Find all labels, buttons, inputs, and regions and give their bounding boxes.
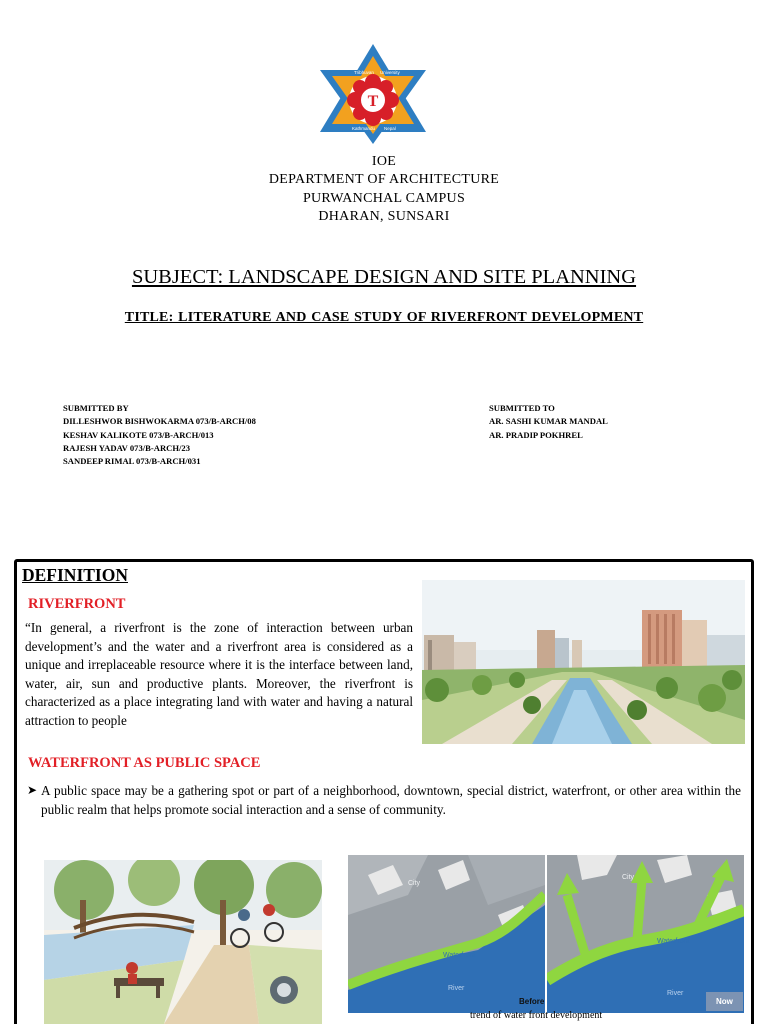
subject-heading: SUBJECT: LANDSCAPE DESIGN AND SITE PLANNING [131, 266, 637, 288]
institution-ioe: IOE [371, 154, 397, 169]
svg-text:City: City [622, 874, 635, 881]
riverfront-heading: RIVERFRONT [28, 596, 126, 612]
svg-text:River: River [448, 985, 465, 992]
public-space-bullet [27, 781, 741, 819]
supervisor-name: AR. PRADIP POKHREL [489, 429, 583, 440]
svg-text:Nepal: Nepal [384, 126, 396, 131]
arrow-bullet-icon: ➤ [27, 783, 38, 797]
svg-text:T: T [367, 93, 379, 110]
riverfront-definition-text: “In general, a riverfront is the zone of interaction between urban development’s and the water and a riverfront area is considered as a unique and irreplaceable resource where it is the interface between land, water, air, sun and productive plants. Moreover, the riverfront is characterized as a place integrating land with water and having a natural attraction to people [25, 620, 413, 728]
submitter-name: SANDEEP RIMAL 073/B-ARCH/031 [63, 456, 201, 467]
waterfront-now-map [547, 855, 744, 1013]
institution-location: DHARAN, SUNSARI [318, 209, 450, 224]
title-heading: TITLE: LITERATURE AND CASE STUDY OF RIVERFRONT DEVELOPMENT [124, 310, 644, 325]
submitted-to-label: SUBMITTED TO [489, 403, 555, 413]
submitter-name: RAJESH YADAV 073/B-ARCH/23 [63, 442, 191, 453]
institution-campus: PURWANCHAL CAMPUS [302, 191, 466, 206]
before-label: Before [519, 997, 545, 1006]
submitter-name: KESHAV KALIKOTE 073/B-ARCH/013 [63, 429, 214, 440]
waterfront-caption: trend of water front development [470, 1010, 603, 1021]
submitted-by-block [63, 402, 256, 468]
svg-text:Waterfront: Waterfront [443, 952, 476, 959]
public-space-heading: WATERFRONT AS PUBLIC SPACE [28, 755, 261, 771]
svg-text:Kathmandu: Kathmandu [352, 126, 376, 131]
ioe-star-emblem-icon [318, 42, 428, 146]
riverfront-illustration [422, 580, 745, 744]
submitted-to-block [489, 402, 608, 442]
ioe-logo [318, 42, 428, 146]
waterfront-before-map [348, 855, 545, 1013]
svg-text:Tribhuvan: Tribhuvan [354, 70, 374, 75]
svg-text:River: River [667, 990, 684, 997]
institution-department: DEPARTMENT OF ARCHITECTURE [268, 172, 500, 187]
park-sketch-illustration [44, 860, 322, 1024]
now-label: Now [706, 992, 743, 1011]
supervisor-name: AR. SASHI KUMAR MANDAL [489, 416, 608, 427]
submitter-name: DILLESHWOR BISHWOKARMA 073/B-ARCH/08 [63, 416, 256, 427]
svg-text:Waterfront: Waterfront [657, 938, 690, 945]
submitted-by-label: SUBMITTED BY [63, 403, 129, 413]
public-space-text: A public space may be a gathering spot or part of a neighborhood, downtown, special district, waterfront, or other area within the public realm that helps promote social interaction and a sense of community. [41, 783, 741, 817]
definition-heading: DEFINITION [22, 565, 128, 585]
svg-text:University: University [380, 70, 400, 75]
svg-text:City: City [408, 880, 421, 887]
